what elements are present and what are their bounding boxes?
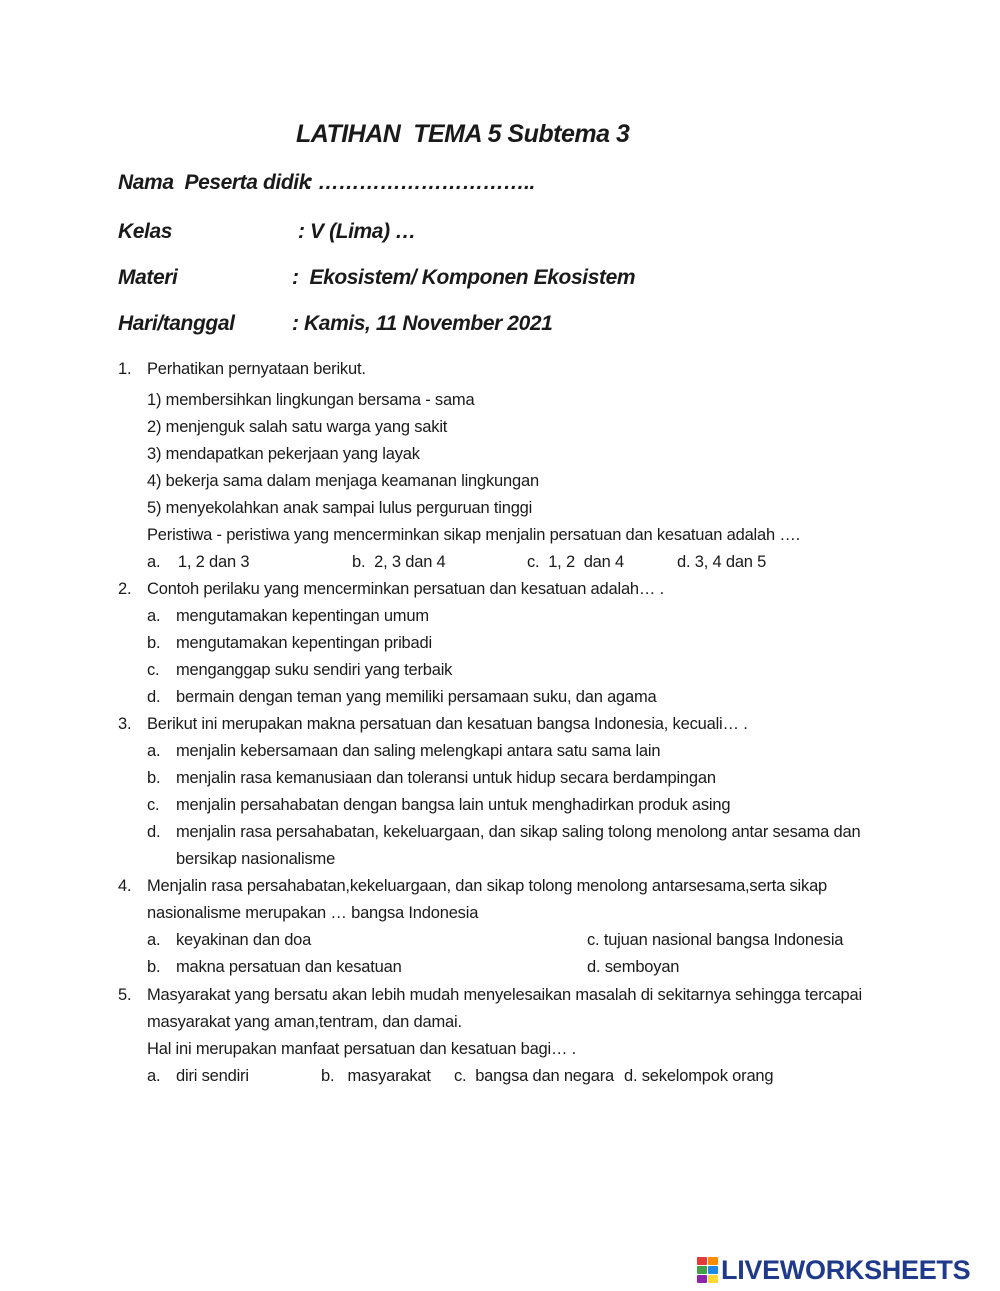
q1-option-a[interactable]: a. 1, 2 dan 3: [147, 553, 250, 571]
liveworksheets-logo: [697, 1255, 970, 1285]
q3-option-a[interactable]: menjalin kebersamaan dan saling melengkapi antara satu sama lain: [176, 742, 661, 760]
q3-option-a-letter: a.: [147, 742, 161, 760]
q4-number: 4.: [118, 877, 132, 895]
q2-number: 2.: [118, 580, 132, 598]
q3-option-c-letter: c.: [147, 796, 160, 814]
q2-option-a-letter: a.: [147, 607, 161, 625]
q4-option-d[interactable]: d. semboyan: [587, 958, 680, 976]
q2-option-a[interactable]: mengutamakan kepentingan umum: [176, 607, 429, 625]
q2-stem: Contoh perilaku yang mencerminkan persatuan dan kesatuan adalah… .: [147, 580, 664, 598]
q3-stem: Berikut ini merupakan makna persatuan dan kesatuan bangsa Indonesia, kecuali… .: [147, 715, 748, 733]
q1-number: 1.: [118, 360, 132, 378]
q3-option-d-continued: bersikap nasionalisme: [176, 850, 336, 868]
q1-statement: 3) mendapatkan pekerjaan yang layak: [147, 445, 420, 463]
q1-option-c[interactable]: c. 1, 2 dan 4: [527, 553, 624, 571]
nama-value: : …………………………..: [306, 171, 535, 194]
liveworksheets-wordmark: LIVEWORKSHEETS: [721, 1254, 971, 1285]
q1-option-d[interactable]: d. 3, 4 dan 5: [677, 553, 767, 571]
kelas-label: Kelas: [118, 220, 173, 243]
q3-option-c[interactable]: menjalin persahabatan dengan bangsa lain untuk menghadirkan produk asing: [176, 796, 731, 814]
q3-option-d[interactable]: menjalin rasa persahabatan, kekeluargaan, dan sikap saling tolong menolong antar sesama dan: [176, 823, 861, 841]
materi-label: Materi: [118, 266, 178, 289]
q1-statement: 2) menjenguk salah satu warga yang sakit: [147, 418, 448, 436]
q4-option-c[interactable]: c. tujuan nasional bangsa Indonesia: [587, 931, 844, 949]
q1-statement: 4) bekerja sama dalam menjaga keamanan lingkungan: [147, 472, 539, 490]
kelas-value: : V (Lima) …: [298, 220, 416, 243]
q5-option-d[interactable]: d. sekelompok orang: [624, 1067, 774, 1085]
q1-prompt: Peristiwa - peristiwa yang mencerminkan sikap menjalin persatuan dan kesatuan adalah ….: [147, 526, 801, 544]
q4-stem-continued: nasionalisme merupakan … bangsa Indonesia: [147, 904, 479, 922]
q3-option-b-letter: b.: [147, 769, 161, 787]
worksheet-title: LATIHAN TEMA 5 Subtema 3: [296, 120, 630, 148]
q3-option-b[interactable]: menjalin rasa kemanusiaan dan toleransi untuk hidup secara berdampingan: [176, 769, 716, 787]
q2-option-d[interactable]: bermain dengan teman yang memiliki persamaan suku, dan agama: [176, 688, 657, 706]
q1-option-b[interactable]: b. 2, 3 dan 4: [352, 553, 446, 571]
q4-option-a[interactable]: keyakinan dan doa: [176, 931, 312, 949]
q1-statement: 1) membersihkan lingkungan bersama - sama: [147, 391, 475, 409]
q5-option-b[interactable]: b. masyarakat: [321, 1067, 431, 1085]
q4-option-b[interactable]: makna persatuan dan kesatuan: [176, 958, 402, 976]
q5-number: 5.: [118, 986, 132, 1004]
hari-label: Hari/tanggal: [118, 312, 235, 335]
q3-number: 3.: [118, 715, 132, 733]
q5-option-c[interactable]: c. bangsa dan negara: [454, 1067, 615, 1085]
nama-label: Nama Peserta didik: [118, 171, 310, 194]
q1-statement: 5) menyekolahkan anak sampai lulus perguruan tinggi: [147, 499, 533, 517]
q4-option-b-letter: b.: [147, 958, 161, 976]
q1-stem: Perhatikan pernyataan berikut.: [147, 360, 366, 378]
q5-option-a-letter: a.: [147, 1067, 161, 1085]
q5-stem: Masyarakat yang bersatu akan lebih mudah menyelesaikan masalah di sekitarnya sehingga tercapai: [147, 986, 862, 1004]
q5-stem-continued: masyarakat yang aman,tentram, dan damai.: [147, 1013, 462, 1031]
materi-value: : Ekosistem/ Komponen Ekosistem: [292, 266, 636, 289]
q4-option-a-letter: a.: [147, 931, 161, 949]
q5-prompt: Hal ini merupakan manfaat persatuan dan kesatuan bagi… .: [147, 1040, 577, 1058]
q3-option-d-letter: d.: [147, 823, 161, 841]
q2-option-b-letter: b.: [147, 634, 161, 652]
q4-stem: Menjalin rasa persahabatan,kekeluargaan, dan sikap tolong menolong antarsesama,serta sikap: [147, 877, 828, 895]
liveworksheets-blocks-icon: [697, 1257, 718, 1283]
hari-value: : Kamis, 11 November 2021: [292, 312, 553, 335]
q2-option-c[interactable]: menganggap suku sendiri yang terbaik: [176, 661, 453, 679]
q2-option-d-letter: d.: [147, 688, 161, 706]
q2-option-b[interactable]: mengutamakan kepentingan pribadi: [176, 634, 432, 652]
q5-option-a[interactable]: diri sendiri: [176, 1067, 249, 1085]
q2-option-c-letter: c.: [147, 661, 160, 679]
